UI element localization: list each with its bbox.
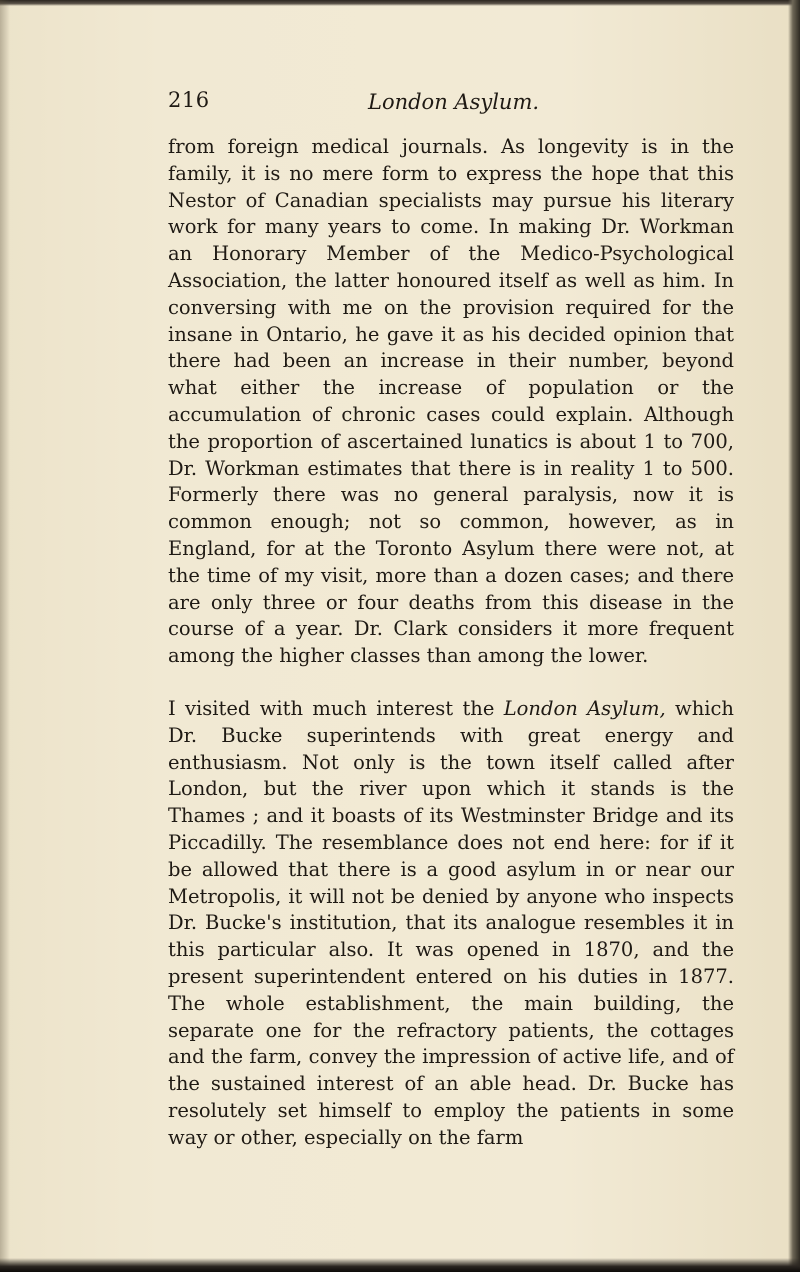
running-title: London Asylum.: [368, 90, 540, 114]
paragraph-2: [168, 696, 734, 1152]
page-number: 216: [168, 88, 210, 112]
paragraph-2-italic-title: London Asylum,: [503, 696, 666, 720]
paragraph-2-start: I visited with much interest the: [168, 696, 504, 720]
paragraph-2-rest: which Dr. Bucke superintends with great energy and enthusiasm. Not only is the town itself called after London, but the river upon which it stands is the Thames ; and it boasts of its Westminster Bridge and its Piccadilly. The resemblance does not end here: for if it be allowed that there is a good asylum in or near our Metropolis, it will not be denied by anyone who inspects Dr. Bucke's institution, that its analogue resembles it in this particular also. It was opened in 1870, and the present superintendent entered on his duties in 1877. The whole establishment, the main building, the separate one for the refractory patients, the cottages and the farm, convey the impression of active life, and of the sustained interest of an able head. Dr. Bucke has resolutely set himself to employ the patients in some way or other, especially on the farm: [168, 696, 734, 1149]
page-header: [168, 88, 728, 128]
body-text: [168, 134, 734, 1151]
paragraph-1: from foreign medical journals. As longevity is in the family, it is no mere form to express the hope that this Nestor of Canadian specialists may pursue his literary work for many years to come. In making Dr. Workman an Honorary Member of the Medico-Psychological Association, the latter honoured itself as well as him. In conversing with me on the provision required for the insane in Ontario, he gave it as his decided opinion that there had been an increase in their number, beyond what either the increase of population or the accumulation of chronic cases could explain. Although the proportion of ascertained lunatics is about 1 to 700, Dr. Workman estimates that there is in reality 1 to 500. Formerly there was no general paralysis, now it is common enough; not so common, however, as in England, for at the Toronto Asylum there were not, at the time of my visit, more than a dozen cases; and there are only three or four deaths from this disease in the course of a year. Dr. Clark considers it more frequent among the higher classes than among the lower.: [168, 135, 734, 668]
page-right-edge: [788, 0, 800, 1272]
page-gutter-shadow: [0, 0, 10, 1272]
page-top-edge: [0, 0, 800, 6]
page-bottom-edge: [0, 1258, 800, 1272]
